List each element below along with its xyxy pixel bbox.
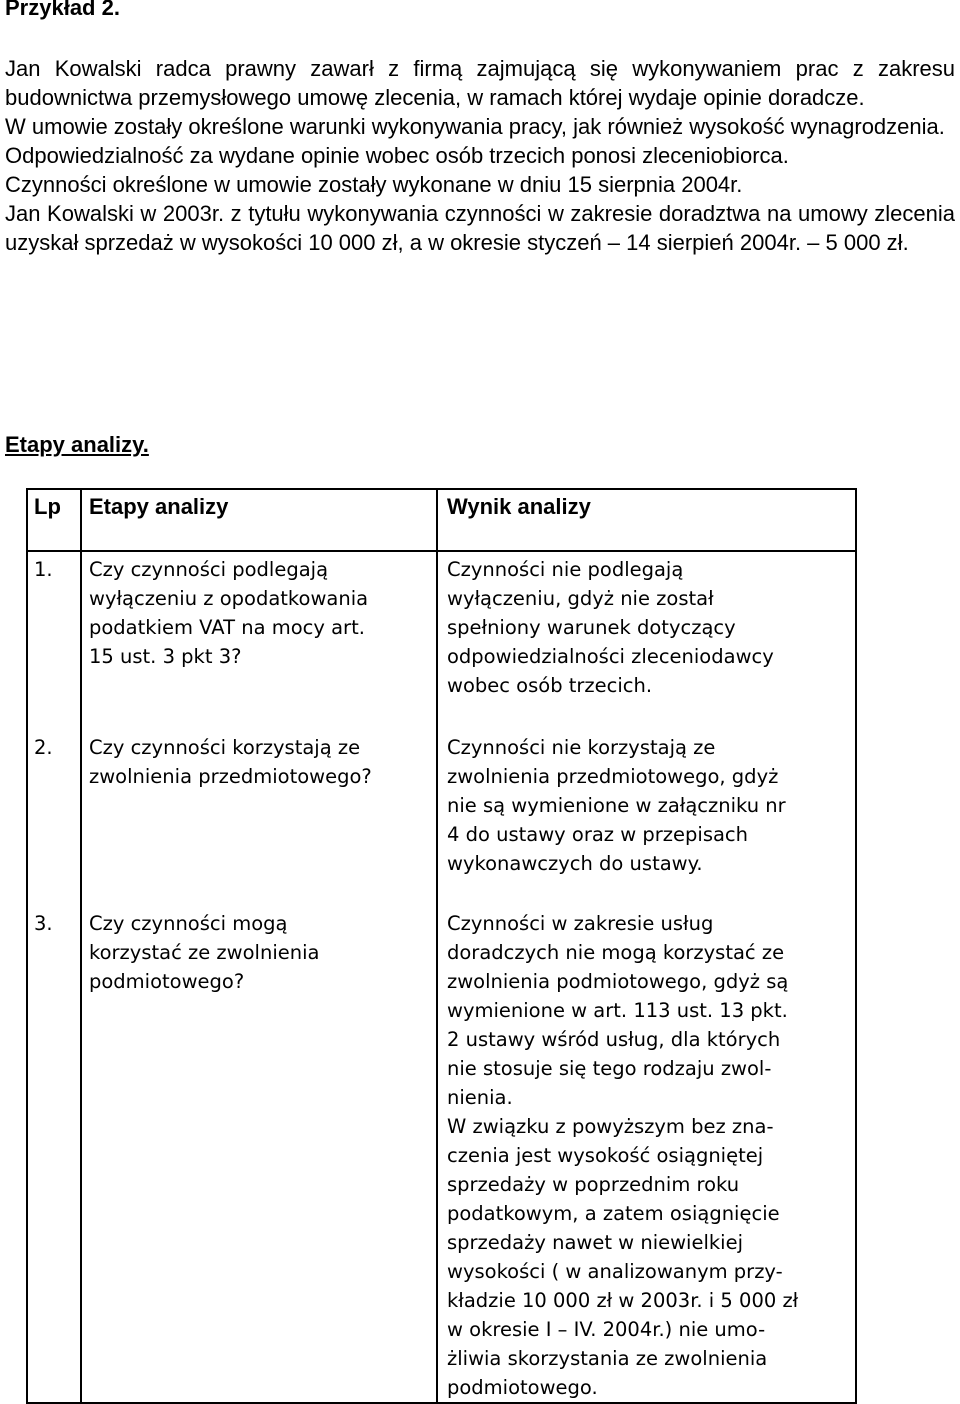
page-heading: Przykład 2. [5, 0, 120, 20]
intro-paragraph-contract: Jan Kowalski radca prawny zawarł z firmą zajmującą się wykonywaniem prac z zakresu budownictwa przemysłowego umowę zlecenia, w ramach której wydaje opinie doradcze. [5, 56, 955, 110]
stage-question [81, 733, 437, 909]
table-row [27, 733, 856, 909]
stage-question-text: Czy czynności mogą korzystać ze zwolnienia podmiotowego? [89, 912, 320, 993]
intro-paragraph-terms: W umowie zostały określone warunki wykonywania pracy, jak również wysokość wynagrodzenia. [5, 114, 945, 139]
row-number: 2. [27, 733, 81, 909]
section-title: Etapy analizy. [5, 432, 149, 457]
header-lp: Lp [27, 489, 81, 551]
table-header-row [27, 489, 856, 551]
stage-result [437, 909, 856, 1403]
stage-result [437, 733, 856, 909]
stage-question [81, 551, 437, 733]
stage-result-text: Czynności nie korzystają ze zwolnienia przedmiotowego, gdyż nie są wymienione w załączniku nr 4 do ustawy oraz w przepisach wykonawczych do ustawy. [447, 736, 786, 875]
stage-result-text: Czynności w zakresie usług doradczych nie mogą korzystać ze zwolnienia podmiotowego, gdyż są wymienione w art. 113 ust. 13 pkt. 2 ustawy wśród usług, dla których nie stosuje się tego rodzaju zwol- nienia. W związku z powyższym bez zna- czenia jest wysokość osiągniętej sprzedaży w poprzednim roku podatkowym, a zatem osiągnięcie sprzedaży nawet w niewielkiej wysokości ( w analizowanym przy- kładzie 10 000 zł w 2003r. i 5 000 zł w okresie I – IV. 2004r.) nie umo- żliwia skorzystania ze zwolnienia podmiotowego. [447, 912, 799, 1399]
stage-question-text: Czy czynności korzystają ze zwolnienia przedmiotowego? [89, 736, 372, 788]
intro-paragraph-liability: Odpowiedzialność za wydane opinie wobec osób trzecich ponosi zleceniobiorca. [5, 143, 789, 168]
row-number: 1. [27, 551, 81, 733]
stage-question-text: Czy czynności podlegają wyłączeniu z opodatkowania podatkiem VAT na mocy art. 15 ust. 3 pkt 3? [89, 558, 369, 668]
stage-question [81, 909, 437, 1403]
row-number: 3. [27, 909, 81, 1403]
intro-paragraph-completion-date: Czynności określone w umowie zostały wykonane w dniu 15 sierpnia 2004r. [5, 172, 743, 197]
analysis-table [26, 488, 857, 1404]
example-description [5, 54, 955, 257]
header-result: Wynik analizy [437, 489, 856, 551]
table-row [27, 909, 856, 1403]
stage-result-text: Czynności nie podlegają wyłączeniu, gdyż nie został spełniony warunek dotyczący odpowiedzialności zleceniodawcy wobec osób trzecich. [447, 558, 774, 697]
stage-result [437, 551, 856, 733]
header-stage: Etapy analizy [81, 489, 437, 551]
table-row [27, 551, 856, 733]
intro-paragraph-sales: Jan Kowalski w 2003r. z tytułu wykonywania czynności w zakresie doradztwa na umowy zlecenia uzyskał sprzedaż w wysokości 10 000 zł, a w okresie styczeń – 14 sierpień 2004r. – 5 000 zł. [5, 201, 955, 255]
